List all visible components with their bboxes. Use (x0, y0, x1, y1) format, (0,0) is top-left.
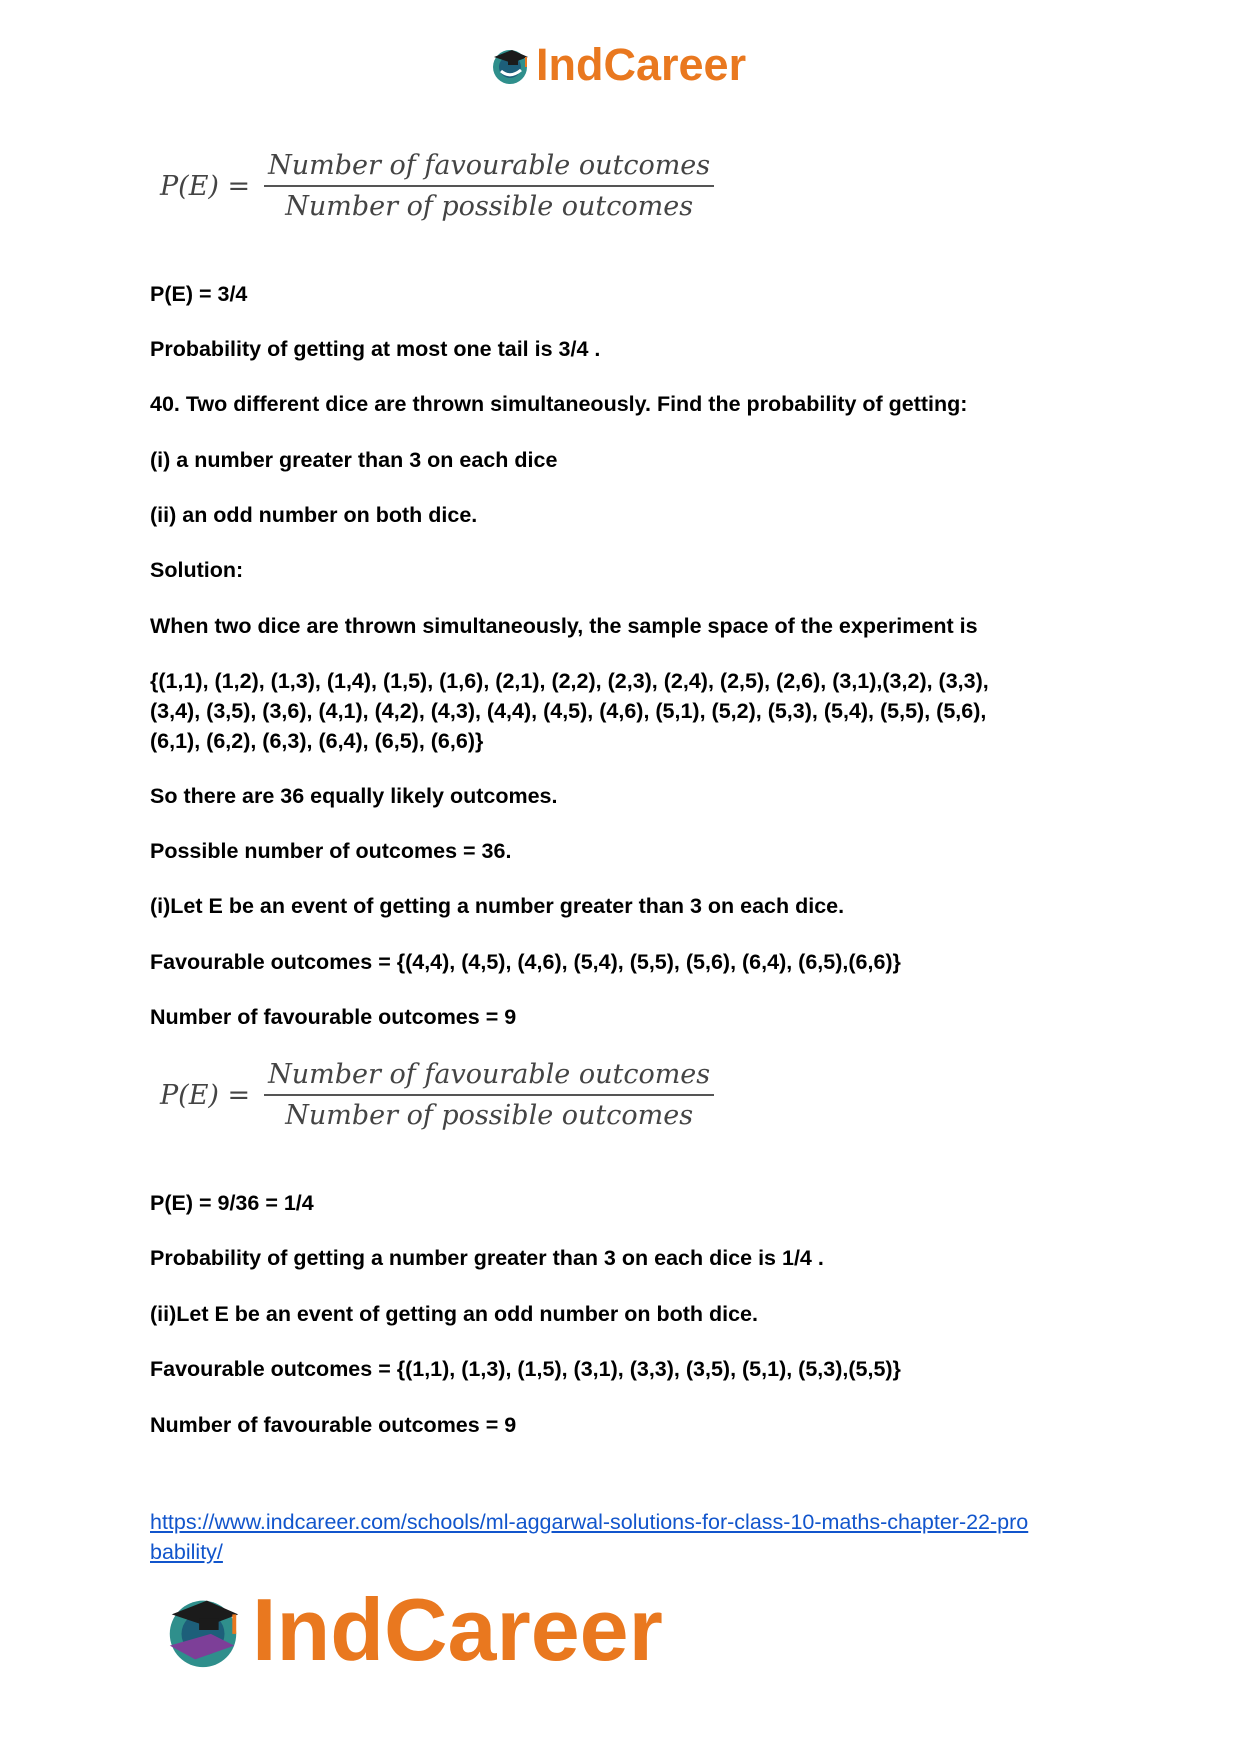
sample-space (150, 666, 1090, 756)
source-link-line[interactable]: bability/ (150, 1540, 223, 1564)
text-line: Possible number of outcomes = 36. (150, 839, 512, 863)
formula-lhs: P(E) = (160, 170, 251, 202)
text-line: (ii)Let E be an event of getting an odd number on both dice. (150, 1302, 758, 1326)
text-line: Number of favourable outcomes = 9 (150, 1005, 517, 1029)
footer-logo (160, 1580, 663, 1680)
brand-name: IndCareer (252, 1580, 663, 1679)
sample-space-line: (3,4), (3,5), (3,6), (4,1), (4,2), (4,3), (4,4), (4,5), (4,6), (5,1), (5,2), (5,3), (5,4), (5,5), (5,6), (150, 699, 987, 723)
formula-numerator: Number of favourable outcomes (264, 1059, 714, 1096)
question-heading: 40. Two different dice are thrown simultaneously. Find the probability of getting: (150, 392, 968, 416)
text-line: Probability of getting at most one tail is 3/4 . (150, 337, 601, 361)
header-logo (488, 40, 746, 90)
formula-numerator: Number of favourable outcomes (264, 150, 714, 187)
text-line: (i) a number greater than 3 on each dice (150, 448, 558, 472)
text-line: When two dice are thrown simultaneously, the sample space of the experiment is (150, 614, 978, 638)
formula-fraction (264, 1059, 714, 1131)
formula-fraction (264, 150, 714, 222)
text-line: Number of favourable outcomes = 9 (150, 1413, 517, 1437)
text-line: P(E) = 3/4 (150, 282, 248, 306)
text-line: Probability of getting a number greater than 3 on each dice is 1/4 . (150, 1246, 824, 1270)
formula-denominator: Number of possible outcomes (285, 1100, 694, 1131)
text-line: So there are 36 equally likely outcomes. (150, 784, 558, 808)
brand-name: IndCareer (536, 39, 747, 90)
text-line: (i)Let E be an event of getting a number greater than 3 on each dice. (150, 894, 845, 918)
graduation-cap-icon (160, 1587, 246, 1673)
sample-space-line: (6,1), (6,2), (6,3), (6,4), (6,5), (6,6)} (150, 729, 484, 753)
text-line: Favourable outcomes = {(1,1), (1,3), (1,5), (3,1), (3,3), (3,5), (5,1), (5,3),(5,5)} (150, 1357, 901, 1381)
text-line: Favourable outcomes = {(4,4), (4,5), (4,6), (5,4), (5,5), (5,6), (6,4), (6,5),(6,6)} (150, 950, 901, 974)
graduation-cap-icon (488, 43, 532, 87)
formula-lhs: P(E) = (160, 1079, 251, 1111)
solution-label: Solution: (150, 558, 244, 582)
source-link-line[interactable]: https://www.indcareer.com/schools/ml-aggarwal-solutions-for-class-10-maths-chapter-22-pro (150, 1510, 1029, 1534)
text-line: (ii) an odd number on both dice. (150, 503, 478, 527)
probability-formula (160, 150, 714, 222)
probability-formula (160, 1059, 714, 1131)
sample-space-line: {(1,1), (1,2), (1,3), (1,4), (1,5), (1,6), (2,1), (2,2), (2,3), (2,4), (2,5), (2,6), (3,1),(3,2), (3,3), (150, 669, 989, 693)
text-line: P(E) = 9/36 = 1/4 (150, 1191, 314, 1215)
formula-denominator: Number of possible outcomes (285, 191, 694, 222)
source-link[interactable] (150, 1507, 1110, 1567)
